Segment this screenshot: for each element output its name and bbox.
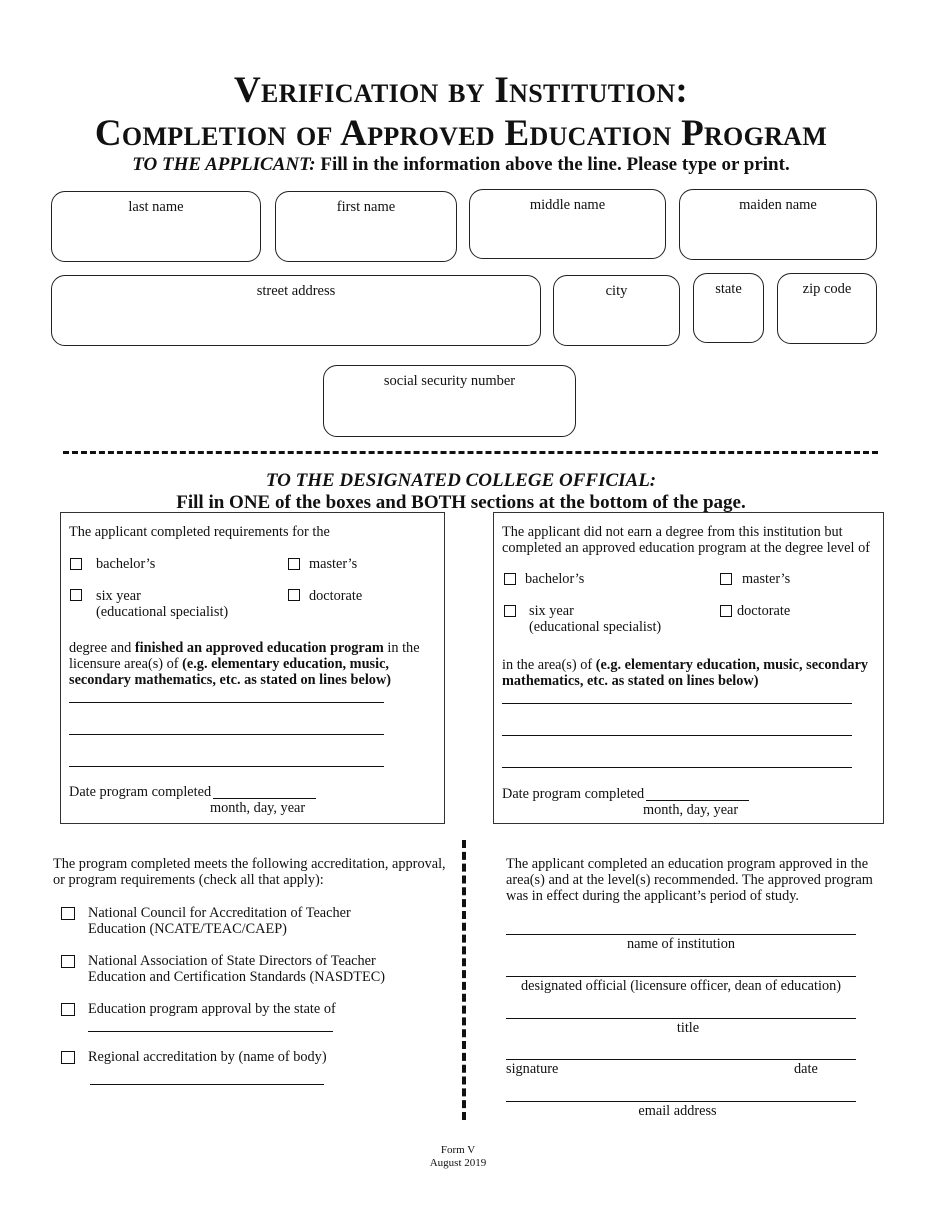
state-approval-line[interactable] <box>88 1031 333 1032</box>
right-area-text-1: in the area(s) of <box>502 657 596 673</box>
right-bachelors-label: bachelor’s <box>525 571 585 587</box>
state-label: state <box>715 281 742 297</box>
ncate-label: National Council for Accreditation of Teacher Education (NCATE/TEAC/CAEP) <box>88 905 351 937</box>
right-masters-label: master’s <box>742 571 791 587</box>
left-masters-checkbox[interactable] <box>288 558 300 570</box>
zip-code-field[interactable] <box>777 273 877 344</box>
street-address-field[interactable] <box>51 275 541 346</box>
signature-line[interactable] <box>506 1059 856 1060</box>
left-doctorate-label: doctorate <box>309 588 363 604</box>
left-degree-text-2: in the licensure area(s) of <box>69 640 420 672</box>
institution-line[interactable] <box>506 934 856 935</box>
maiden-name-label: maiden name <box>739 197 817 213</box>
left-six-year-checkbox[interactable] <box>70 589 82 601</box>
left-area-line-3[interactable] <box>69 766 384 767</box>
title-line[interactable] <box>506 1018 856 1019</box>
left-degree-text <box>69 640 429 688</box>
middle-name-field[interactable] <box>469 189 666 259</box>
right-area-line-3[interactable] <box>502 767 852 768</box>
applicant-instruction <box>0 154 922 176</box>
street-address-label: street address <box>256 283 336 299</box>
email-line[interactable] <box>506 1101 856 1102</box>
nasdtec-label: National Association of State Directors of Teacher Education and Certification Standards (NASDTEC) <box>88 953 385 985</box>
degree-completed-box <box>60 512 445 824</box>
left-date-label: Date program completed <box>69 784 212 800</box>
right-date-line[interactable] <box>646 800 749 801</box>
official-label: designated official (licensure officer, dean of education) <box>520 978 842 994</box>
city-field[interactable] <box>553 275 680 346</box>
right-area-text-bold: (e.g. elementary education, music, secondary mathematics, etc. as stated on lines below) <box>502 657 869 689</box>
official-instruction: Fill in ONE of the boxes and BOTH sections at the bottom of the page. <box>176 492 746 513</box>
official-heading: TO THE DESIGNATED COLLEGE OFFICIAL: <box>265 470 657 491</box>
applicant-instruction-text: Fill in the information above the line. Please type or print. <box>315 154 790 175</box>
state-field[interactable] <box>693 273 764 343</box>
ssn-label: social security number <box>383 373 516 389</box>
regional-accreditation-checkbox[interactable] <box>61 1051 75 1064</box>
left-area-line-1[interactable] <box>69 702 384 703</box>
form-date: August 2019 <box>429 1157 487 1169</box>
last-name-field[interactable] <box>51 191 261 262</box>
cut-line-divider <box>63 451 878 454</box>
left-date-line[interactable] <box>213 798 316 799</box>
left-date-hint: month, day, year <box>210 800 306 816</box>
left-doctorate-checkbox[interactable] <box>288 589 300 601</box>
right-six-year-checkbox[interactable] <box>504 605 516 617</box>
vertical-divider <box>462 840 466 1120</box>
right-six-year-label: six year <box>529 603 574 619</box>
left-bachelors-checkbox[interactable] <box>70 558 82 570</box>
right-box-intro: The applicant did not earn a degree from this institution but completed an approved education program at the degree level of <box>502 524 870 556</box>
date-label: date <box>794 1061 818 1077</box>
left-six-year-label: six year <box>96 588 141 604</box>
right-doctorate-checkbox[interactable] <box>720 605 732 617</box>
form-number: Form V <box>440 1144 476 1156</box>
left-area-line-2[interactable] <box>69 734 384 735</box>
first-name-field[interactable] <box>275 191 457 262</box>
institution-label: name of institution <box>626 936 735 952</box>
official-line[interactable] <box>506 976 856 977</box>
left-degree-text-bold: finished an approved education program <box>134 640 384 656</box>
right-bachelors-checkbox[interactable] <box>504 573 516 585</box>
email-label: email address <box>638 1103 717 1119</box>
program-completed-box <box>493 512 884 824</box>
maiden-name-field[interactable] <box>679 189 877 260</box>
applicant-lead: TO THE APPLICANT: <box>132 154 316 175</box>
city-label: city <box>605 283 628 299</box>
right-area-text <box>502 657 874 689</box>
left-degree-text-1: degree and <box>69 640 135 656</box>
right-doctorate-label: doctorate <box>737 603 791 619</box>
zip-code-label: zip code <box>802 281 852 297</box>
ssn-field[interactable] <box>323 365 576 437</box>
signature-label: signature <box>506 1061 559 1077</box>
right-six-year-note: (educational specialist) <box>529 619 662 635</box>
first-name-label: first name <box>336 199 396 215</box>
state-approval-checkbox[interactable] <box>61 1003 75 1016</box>
accreditation-intro: The program completed meets the following accreditation, approval, or program requirements (check all that apply): <box>53 856 446 888</box>
title-line-1: Verification by Institution: <box>233 70 689 111</box>
middle-name-label: middle name <box>529 197 606 213</box>
left-bachelors-label: bachelor’s <box>96 556 156 572</box>
right-date-label: Date program completed <box>502 786 645 802</box>
title-label: title <box>676 1020 700 1036</box>
regional-accreditation-line[interactable] <box>90 1084 324 1085</box>
left-degree-text-bold2: (e.g. elementary education, music, secondary mathematics, etc. as stated on lines below) <box>69 656 392 688</box>
regional-accreditation-label: Regional accreditation by (name of body) <box>88 1049 327 1065</box>
left-box-intro: The applicant completed requirements for the <box>69 524 330 540</box>
left-six-year-note: (educational specialist) <box>96 604 229 620</box>
certification-intro: The applicant completed an education program approved in the area(s) and at the level(s) recommended. The approved program was in effect during the applicant’s period of study. <box>506 856 873 904</box>
right-masters-checkbox[interactable] <box>720 573 732 585</box>
ncate-checkbox[interactable] <box>61 907 75 920</box>
right-date-hint: month, day, year <box>643 802 739 818</box>
state-approval-label: Education program approval by the state of <box>88 1001 336 1017</box>
right-area-line-2[interactable] <box>502 735 852 736</box>
left-masters-label: master’s <box>309 556 358 572</box>
title-line-2: Completion of Approved Education Program <box>94 113 828 154</box>
nasdtec-checkbox[interactable] <box>61 955 75 968</box>
last-name-label: last name <box>128 199 184 215</box>
right-area-line-1[interactable] <box>502 703 852 704</box>
